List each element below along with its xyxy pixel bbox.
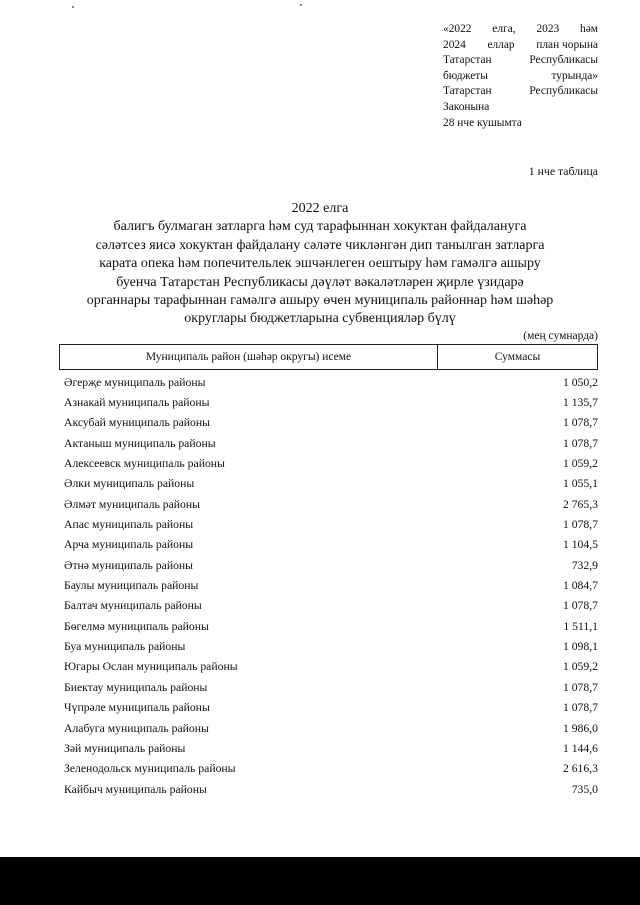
law-note-line-3: Татарстан Республикасы [443, 54, 598, 67]
table-row [64, 575, 598, 595]
table-row [64, 616, 598, 636]
row-municipality: Алексеевск муниципаль районы [64, 457, 225, 471]
table-row [64, 779, 598, 799]
table-row [64, 718, 598, 738]
row-sum: 1 135,7 [562, 396, 598, 410]
document-title [40, 200, 600, 329]
law-note-line-4: бюджеты турында» [443, 69, 598, 82]
row-sum: 1 144,6 [562, 741, 598, 755]
header-sum: Суммасы [494, 351, 541, 363]
table-row [64, 698, 598, 718]
row-sum: 1 059,2 [562, 660, 598, 674]
row-sum: 1 055,1 [562, 477, 598, 491]
row-municipality: Буа муниципаль районы [64, 640, 186, 654]
row-municipality: Арча муниципаль районы [64, 538, 194, 552]
row-sum: 2 616,3 [562, 762, 598, 776]
table-number: 1 нче таблица [528, 164, 598, 178]
scan-speck [300, 4, 302, 6]
row-sum: 1 078,7 [562, 599, 598, 613]
row-municipality: Актаныш муниципаль районы [64, 436, 216, 450]
law-note-line-7: 28 нче кушымта [443, 116, 522, 129]
row-municipality: Биектау муниципаль районы [64, 680, 208, 694]
title-line: карата опека һәм попечительлек эшчәнлеген оештыру һәм гамәлгә ашыру [99, 256, 541, 272]
table-row [64, 657, 598, 677]
row-sum: 735,0 [571, 782, 598, 796]
table-row [64, 759, 598, 779]
table-body [64, 372, 598, 799]
law-note-line-5: Татарстан Республикасы [443, 85, 598, 98]
row-sum: 732,9 [571, 558, 598, 572]
law-reference-note [443, 22, 598, 131]
law-note-line-1: «2022 елга, 2023 һәм [443, 23, 598, 35]
row-sum: 1 084,7 [562, 579, 598, 593]
table-row [64, 677, 598, 697]
scan-speck [72, 6, 74, 8]
row-municipality: Бөгелмә муниципаль районы [64, 619, 209, 633]
table-row [64, 535, 598, 555]
row-municipality: Зеленодольск муниципаль районы [64, 762, 236, 776]
title-line: сәләтсез яисә хокуктан файдалану сәләте чикләнгән дип танылган затларга [95, 237, 545, 253]
row-municipality: Баулы муниципаль районы [64, 579, 199, 593]
table-row [64, 433, 598, 453]
row-municipality: Әтнә муниципаль районы [64, 558, 194, 572]
row-sum: 1 050,2 [562, 375, 598, 389]
units-note: (мең сумнарда) [523, 330, 598, 342]
title-line: балигъ булмаган затларга һәм суд тарафыннан хокуктан файдалануга [113, 219, 527, 235]
table-row [64, 596, 598, 616]
row-municipality: Әлки муниципаль районы [64, 477, 195, 491]
row-sum: 1 098,1 [562, 640, 598, 654]
table-row [64, 514, 598, 534]
title-line: округлары бюджетларына субвенцияләр бүлү [184, 311, 456, 327]
table-row [64, 474, 598, 494]
row-sum: 1 104,5 [562, 538, 598, 552]
title-line: органнары тарафыннан гамәлгә ашыру өчен муниципаль районнар һәм шәһәр [86, 293, 554, 309]
row-sum: 2 765,3 [562, 497, 598, 511]
row-municipality: Алабуга муниципаль районы [64, 721, 209, 735]
law-note-line-6: Законына [443, 100, 490, 113]
table-row [64, 738, 598, 758]
header-municipality: Муниципаль район (шәһәр округы) исеме [60, 345, 438, 369]
row-municipality: Кайбыч муниципаль районы [64, 782, 207, 796]
table-row [64, 392, 598, 412]
row-municipality: Чүпрәле муниципаль районы [64, 701, 210, 715]
row-municipality: Зәй муниципаль районы [64, 741, 186, 755]
row-sum: 1 078,7 [562, 416, 598, 430]
row-sum: 1 078,7 [562, 436, 598, 450]
table-row [64, 555, 598, 575]
table-header [59, 344, 598, 370]
row-municipality: Әгерҗе муниципаль районы [64, 375, 206, 389]
row-municipality: Югары Ослан муниципаль районы [64, 660, 238, 674]
table-row [64, 372, 598, 392]
table-row [64, 636, 598, 656]
table-row [64, 413, 598, 433]
row-municipality: Аксубай муниципаль районы [64, 416, 210, 430]
row-sum: 1 078,7 [562, 701, 598, 715]
row-sum: 1 511,1 [563, 619, 598, 633]
row-municipality: Азнакай муниципаль районы [64, 396, 210, 410]
table-row [64, 453, 598, 473]
title-line: буенча Татарстан Республикасы дәүләт вәкаләтләрен җирле үзидарә [116, 274, 524, 290]
table-row [64, 494, 598, 514]
row-municipality: Әлмәт муниципаль районы [64, 497, 201, 511]
law-note-line-2: 2024 еллар план чорына [443, 38, 598, 51]
row-sum: 1 078,7 [562, 518, 598, 532]
row-municipality: Балтач муниципаль районы [64, 599, 202, 613]
row-municipality: Апас муниципаль районы [64, 518, 194, 532]
scan-bottom-edge [0, 857, 640, 905]
row-sum: 1 059,2 [562, 457, 598, 471]
row-sum: 1 986,0 [562, 721, 598, 735]
title-year: 2022 елга [291, 201, 349, 216]
row-sum: 1 078,7 [562, 680, 598, 694]
